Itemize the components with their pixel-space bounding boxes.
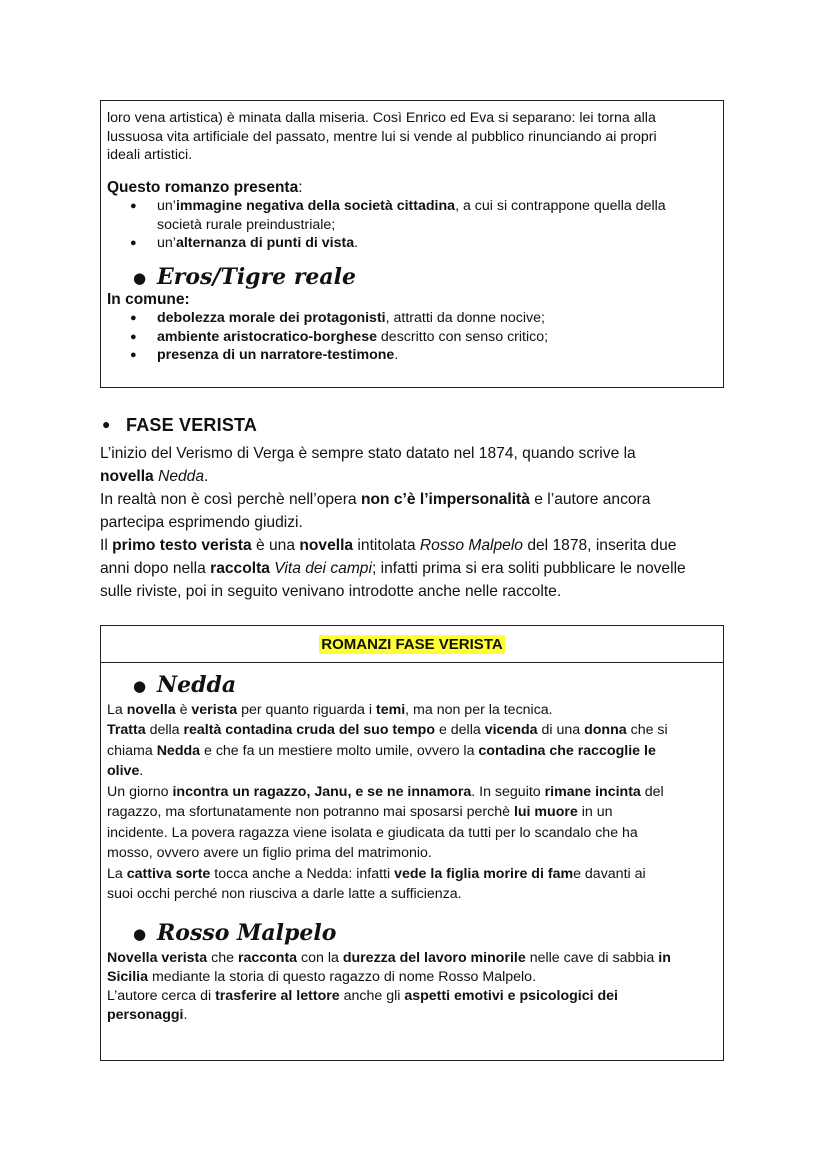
text-line: La cattiva sorte tocca anche a Nedda: infatti vede la figlia morire di fame davanti ai: [107, 865, 646, 882]
eros-tigre-title: ● Eros/Tigre reale: [107, 263, 717, 291]
text-line: mosso, ovvero avere un figlio prima del matrimonio.: [107, 845, 432, 861]
paragraph-line: novella Nedda.: [100, 468, 209, 485]
list-item: ● presenza di un narratore-testimone.: [157, 346, 717, 365]
highlighted-title: ROMANZI FASE VERISTA: [321, 635, 503, 653]
presenta-list: [107, 197, 717, 253]
list-item: ● un’alternanza di punti di vista.: [157, 234, 717, 253]
romanzi-box: [100, 625, 724, 1061]
text-line: chiama Nedda e che fa un mestiere molto umile, ovvero la contadina che raccoglie le: [107, 742, 656, 759]
text-line: Sicilia mediante la storia di questo ragazzo di nome Rosso Malpelo.: [107, 968, 537, 985]
text-line: suoi occhi perché non riusciva a darle latte a sufficienza.: [107, 886, 462, 902]
common-heading: In comune:: [107, 290, 190, 308]
box-body: [101, 663, 723, 1025]
fase-verista-text: [100, 442, 730, 603]
novel-summary-box: [100, 100, 724, 388]
text-line: personaggi.: [107, 1006, 188, 1023]
list-item: ● un’immagine negativa della società cittadina, a cui si contrappone quella della società rurale preindustriale;: [157, 197, 717, 234]
text-line: olive.: [107, 763, 144, 779]
text-line: L’autore cerca di trasferire al lettore anche gli aspetti emotivi e psicologici dei: [107, 987, 619, 1004]
paragraph-line: L’inizio del Verismo di Verga è sempre stato datato nel 1874, quando scrive la: [100, 445, 636, 462]
paragraph-line: Il primo testo verista è una novella intitolata Rosso Malpelo del 1878, inserita due: [100, 537, 677, 554]
paragraph-line: anni dopo nella raccolta Vita dei campi; infatti prima si era soliti pubblicare le novelle: [100, 560, 686, 577]
text-line: incidente. La povera ragazza viene isolata e giudicata da tutti per lo scandalo che ha: [107, 824, 638, 841]
text-line: Novella verista che racconta con la durezza del lavoro minorile nelle cave di sabbia in: [107, 949, 671, 966]
text-line: Tratta della realtà contadina cruda del suo tempo e della vicenda di una donna che si: [107, 722, 668, 738]
section-heading: ● FASE VERISTA: [126, 415, 257, 436]
list-item: ● debolezza morale dei protagonisti, attratti da donne nocive;: [157, 309, 717, 328]
paragraph-line: In realtà non è così perchè nell’opera non c’è l’impersonalità e l’autore ancora: [100, 491, 651, 508]
intro-line: lussuosa vita artificiale del passato, mentre lui si vende al pubblico rinunciando ai propri: [107, 128, 657, 145]
text-line: Un giorno incontra un ragazzo, Janu, e se ne innamora. In seguito rimane incinta del: [107, 783, 664, 800]
text-line: ragazzo, ma sfortunatamente non potranno mai sposarsi perchè lui muore in un: [107, 804, 613, 820]
list-item: ● ambiente aristocratico-borghese descritto con senso critico;: [157, 328, 717, 347]
paragraph-line: sulle riviste, poi in seguito venivano introdotte anche nelle raccolte.: [100, 583, 562, 600]
box-header: [101, 626, 723, 663]
nedda-title: ● Nedda: [107, 671, 717, 699]
intro-line: ideali artistici.: [107, 147, 193, 163]
rosso-malpelo-title: ● Rosso Malpelo: [107, 919, 717, 947]
presenta-heading: Questo romanzo presenta:: [107, 178, 303, 196]
paragraph-line: partecipa esprimendo giudizi.: [100, 514, 303, 531]
common-list: [107, 309, 717, 365]
intro-line: loro vena artistica) è minata dalla miseria. Così Enrico ed Eva si separano: lei torna alla: [107, 110, 656, 126]
text-line: La novella è verista per quanto riguarda i temi, ma non per la tecnica.: [107, 702, 553, 718]
